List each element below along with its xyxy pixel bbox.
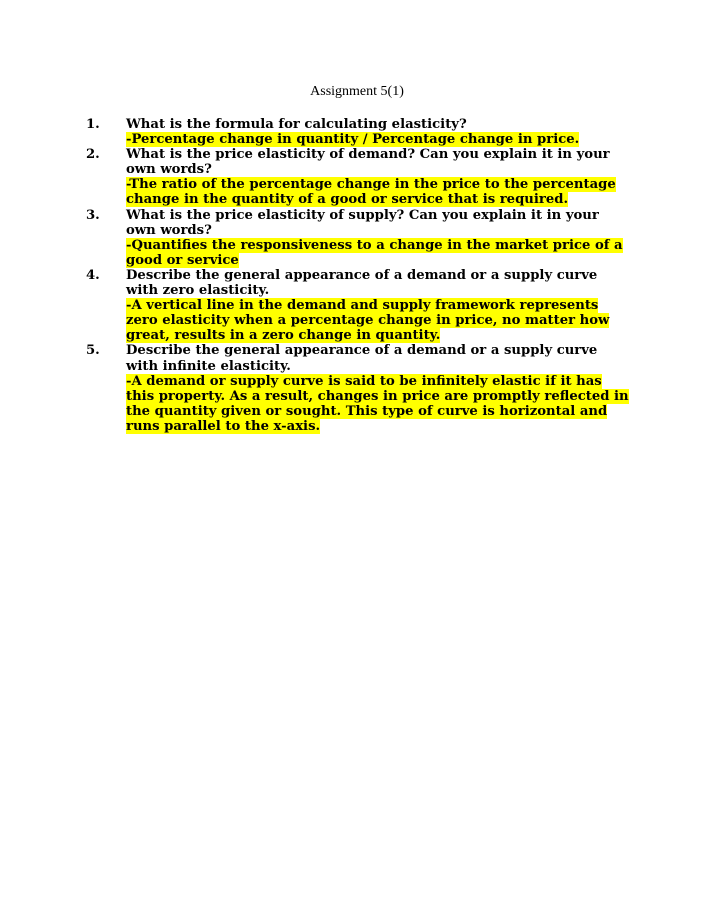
item-number: 4. — [86, 267, 100, 283]
list-item — [86, 343, 631, 434]
answer-block — [126, 132, 631, 147]
question-text: What is the price elasticity of demand? Can you explain it in your own words? — [126, 147, 610, 178]
list-item — [86, 117, 631, 147]
answer-block — [126, 177, 631, 207]
answer-block — [126, 298, 631, 343]
item-number: 3. — [86, 207, 100, 223]
item-number: 2. — [86, 147, 100, 163]
answer-block — [126, 374, 631, 434]
question-text: Describe the general appearance of a demand or a supply curve with infinite elasticity. — [126, 343, 598, 374]
question-text: What is the price elasticity of supply? Can you explain it in your own words? — [126, 207, 599, 238]
highlighted-answer-text: -A demand or supply curve is said to be infinitely elastic if it has this property. As a result, changes in price are promptly reflected in the quantity given or sought. This type of curve is horizontal and runs parallel to the x-axis. — [126, 373, 629, 434]
item-number: 1. — [86, 117, 100, 132]
answer-block — [126, 238, 631, 268]
list-item — [86, 147, 631, 207]
highlighted-answer-text: -Percentage change in quantity / Percentage change in price. — [126, 132, 580, 148]
highlighted-answer-text: -Quantifies the responsiveness to a change in the market price of a good or service — [126, 237, 623, 268]
question-answer-list — [86, 117, 631, 434]
highlighted-answer-text: -The ratio of the percentage change in the price to the percentage change in the quantity of a good or service that is required. — [126, 177, 616, 208]
document-title: Assignment 5(1) — [310, 84, 404, 99]
list-item — [86, 268, 631, 343]
question-text: Describe the general appearance of a demand or a supply curve with zero elasticity. — [126, 267, 598, 299]
question-text: What is the formula for calculating elasticity? — [126, 117, 467, 132]
list-item — [86, 208, 631, 268]
item-number: 5. — [86, 343, 100, 359]
highlighted-answer-text: -A vertical line in the demand and supply framework represents zero elasticity when a percentage change in price, no matter how great, results in a zero change in quantity. — [126, 298, 610, 344]
